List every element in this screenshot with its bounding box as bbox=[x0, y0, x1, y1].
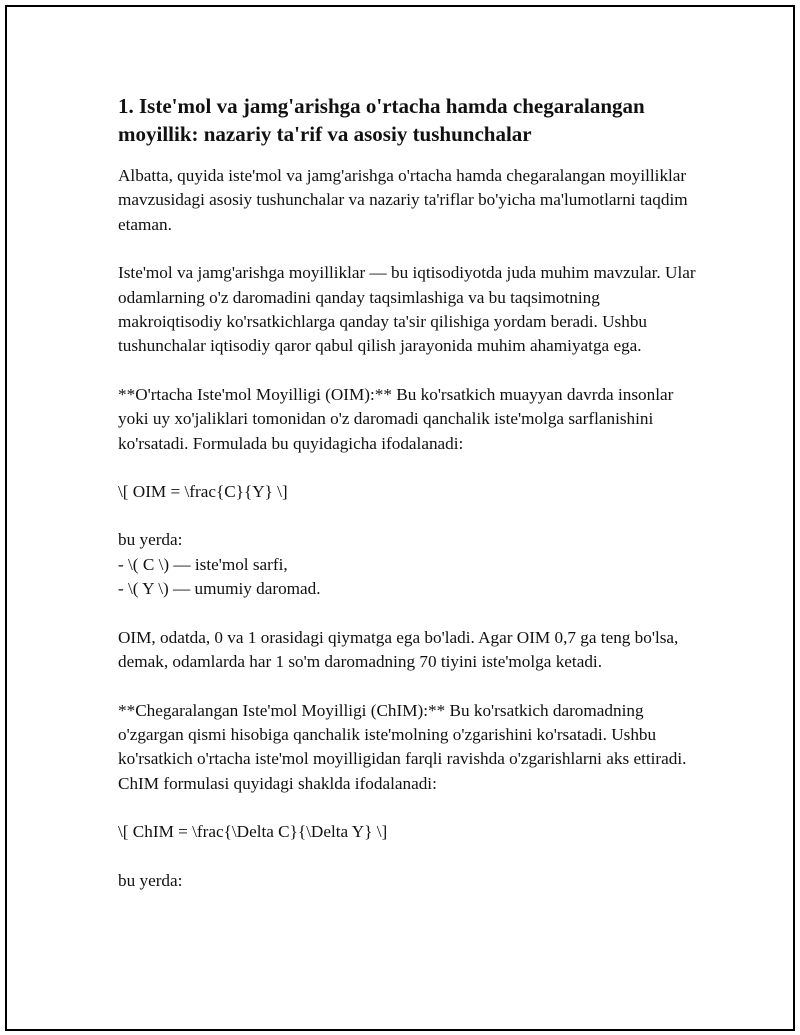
oim-where-block bbox=[118, 528, 698, 601]
oim-formula: \[ OIM = \frac{C}{Y} \] bbox=[118, 482, 288, 502]
propensity-paragraph: Iste'mol va jamg'arishga moyilliklar — bu iqtisodiyotda juda muhim mavzular. Ular odamlarning o'z daromadini qanday taqsimlashiga va bu taqsimotning makroiqtisodiy ko'rsatkichlarga qanday ta'sir qilishiga yordam beradi. Ushbu tushunchalar iqtisodiy qaror qabul qilish jarayonida muhim ahamiyatga ega. bbox=[118, 263, 696, 356]
document-body bbox=[118, 92, 698, 893]
chim-formula: \[ ChIM = \frac{\Delta C}{\Delta Y} \] bbox=[118, 822, 388, 842]
chim-definition-paragraph: **Chegaralangan Iste'mol Moyilligi (ChIM):** Bu ko'rsatkich daromadning o'zgargan qismi hisobiga qanchalik iste'molning o'zgarishini ko'rsatadi. Ushbu ko'rsatkich o'rtacha iste'mol moyilligidan farqli ravishda o'zgarishlarni aks ettiradi. ChIM formulasi quyidagi shaklda ifodalanadi: bbox=[118, 700, 687, 793]
section-heading: 1. Iste'mol va jamg'arishga o'rtacha hamda chegaralangan moyillik: nazariy ta'rif va asosiy tushunchalar bbox=[118, 94, 645, 146]
intro-paragraph: Albatta, quyida iste'mol va jamg'arishga o'rtacha hamda chegaralangan moyilliklar mavzusidagi asosiy tushunchalar va nazariy ta'riflar bo'yicha ma'lumotlarni taqdim etaman. bbox=[118, 166, 688, 234]
where-item-y: - \( Y \) — umumiy daromad. bbox=[118, 579, 321, 599]
oim-definition-paragraph: **O'rtacha Iste'mol Moyilligi (OIM):** Bu ko'rsatkich muayyan davrda insonlar yoki uy xo'jaliklari tomonidan o'z daromadi qanchalik iste'molga sarflanishini ko'rsatadi. Formulada bu quyidagicha ifodalanadi: bbox=[118, 384, 674, 453]
chim-where-label: bu yerda: bbox=[118, 870, 183, 890]
oim-range-paragraph: OIM, odatda, 0 va 1 orasidagi qiymatga ega bo'ladi. Agar OIM 0,7 ga teng bo'lsa, demak, odamlarda har 1 so'm daromadning 70 tiyini iste'molga ketadi. bbox=[118, 627, 679, 672]
where-label: bu yerda: bbox=[118, 530, 183, 550]
where-item-c: - \( C \) — iste'mol sarfi, bbox=[118, 554, 288, 574]
